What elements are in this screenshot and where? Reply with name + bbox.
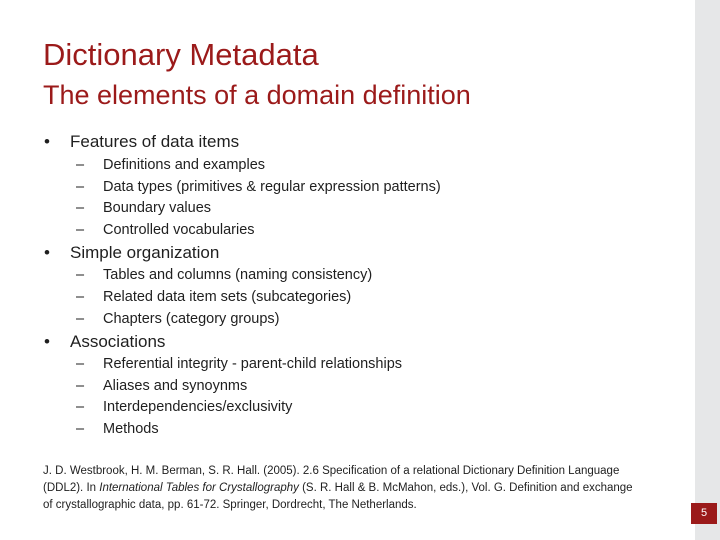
sub-item — [76, 419, 159, 439]
slide-title: Dictionary Metadata — [43, 37, 319, 72]
sub-item — [76, 198, 211, 218]
sub-item — [76, 397, 292, 417]
sub-item-label: Referential integrity - parent-child relationships — [103, 356, 403, 372]
reference-book-title: International Tables for Crystallography — [99, 482, 299, 494]
bullet-organization — [44, 242, 219, 264]
sub-item-label: Aliases and synoynms — [103, 378, 248, 394]
dash-marker: – — [76, 311, 85, 327]
bullet-heading: Associations — [70, 332, 166, 351]
dash-marker: – — [76, 289, 85, 305]
sub-item-label: Data types (primitives & regular expression patterns) — [103, 179, 441, 195]
sub-item-label: Related data item sets (subcategories) — [103, 289, 352, 305]
dash-marker: – — [76, 378, 85, 394]
sub-item-label: Interdependencies/exclusivity — [103, 399, 293, 415]
slide-subtitle: The elements of a domain definition — [43, 80, 471, 110]
sub-item-label: Definitions and examples — [103, 157, 266, 173]
right-side-bar — [695, 0, 720, 540]
sub-item-label: Chapters (category groups) — [103, 311, 280, 327]
reference-citation — [43, 463, 643, 514]
dash-marker: – — [76, 399, 85, 415]
sub-item-label: Tables and columns (naming consistency) — [103, 267, 373, 283]
sub-item — [76, 309, 280, 329]
dash-marker: – — [76, 267, 85, 283]
dash-marker: – — [76, 356, 85, 372]
bullet-associations — [44, 331, 165, 353]
bullet-heading: Simple organization — [70, 243, 220, 262]
bullet-dot: • — [44, 243, 50, 262]
sub-item — [76, 155, 265, 175]
sub-item — [76, 354, 402, 374]
sub-item — [76, 177, 441, 197]
sub-item-label: Boundary values — [103, 200, 212, 216]
bullet-dot: • — [44, 132, 50, 151]
sub-item-label: Methods — [103, 421, 159, 437]
bullet-dot: • — [44, 332, 50, 351]
sub-item-label: Controlled vocabularies — [103, 222, 255, 238]
dash-marker: – — [76, 222, 85, 238]
reference-text: J. D. Westbrook, H. M. Berman, S. R. Hall. (2005). 2.6 Specification of a relational Dictionary Definition Language (DDL2). In — [43, 465, 620, 494]
dash-marker: – — [76, 421, 85, 437]
dash-marker: – — [76, 179, 85, 195]
bullet-features — [44, 131, 239, 153]
sub-item — [76, 265, 372, 285]
sub-item — [76, 376, 247, 396]
dash-marker: – — [76, 200, 85, 216]
dash-marker: – — [76, 157, 85, 173]
bullet-heading: Features of data items — [70, 132, 240, 151]
sub-item — [76, 220, 255, 240]
reference-text: (S. R. Hall & B. McMahon, eds.), Vol. G. Definition and exchange of crystallographic data, pp. 61-72. Springer, Dordrecht, The Netherlands. — [43, 482, 633, 511]
slide-number: 5 — [691, 503, 717, 524]
sub-item — [76, 287, 351, 307]
